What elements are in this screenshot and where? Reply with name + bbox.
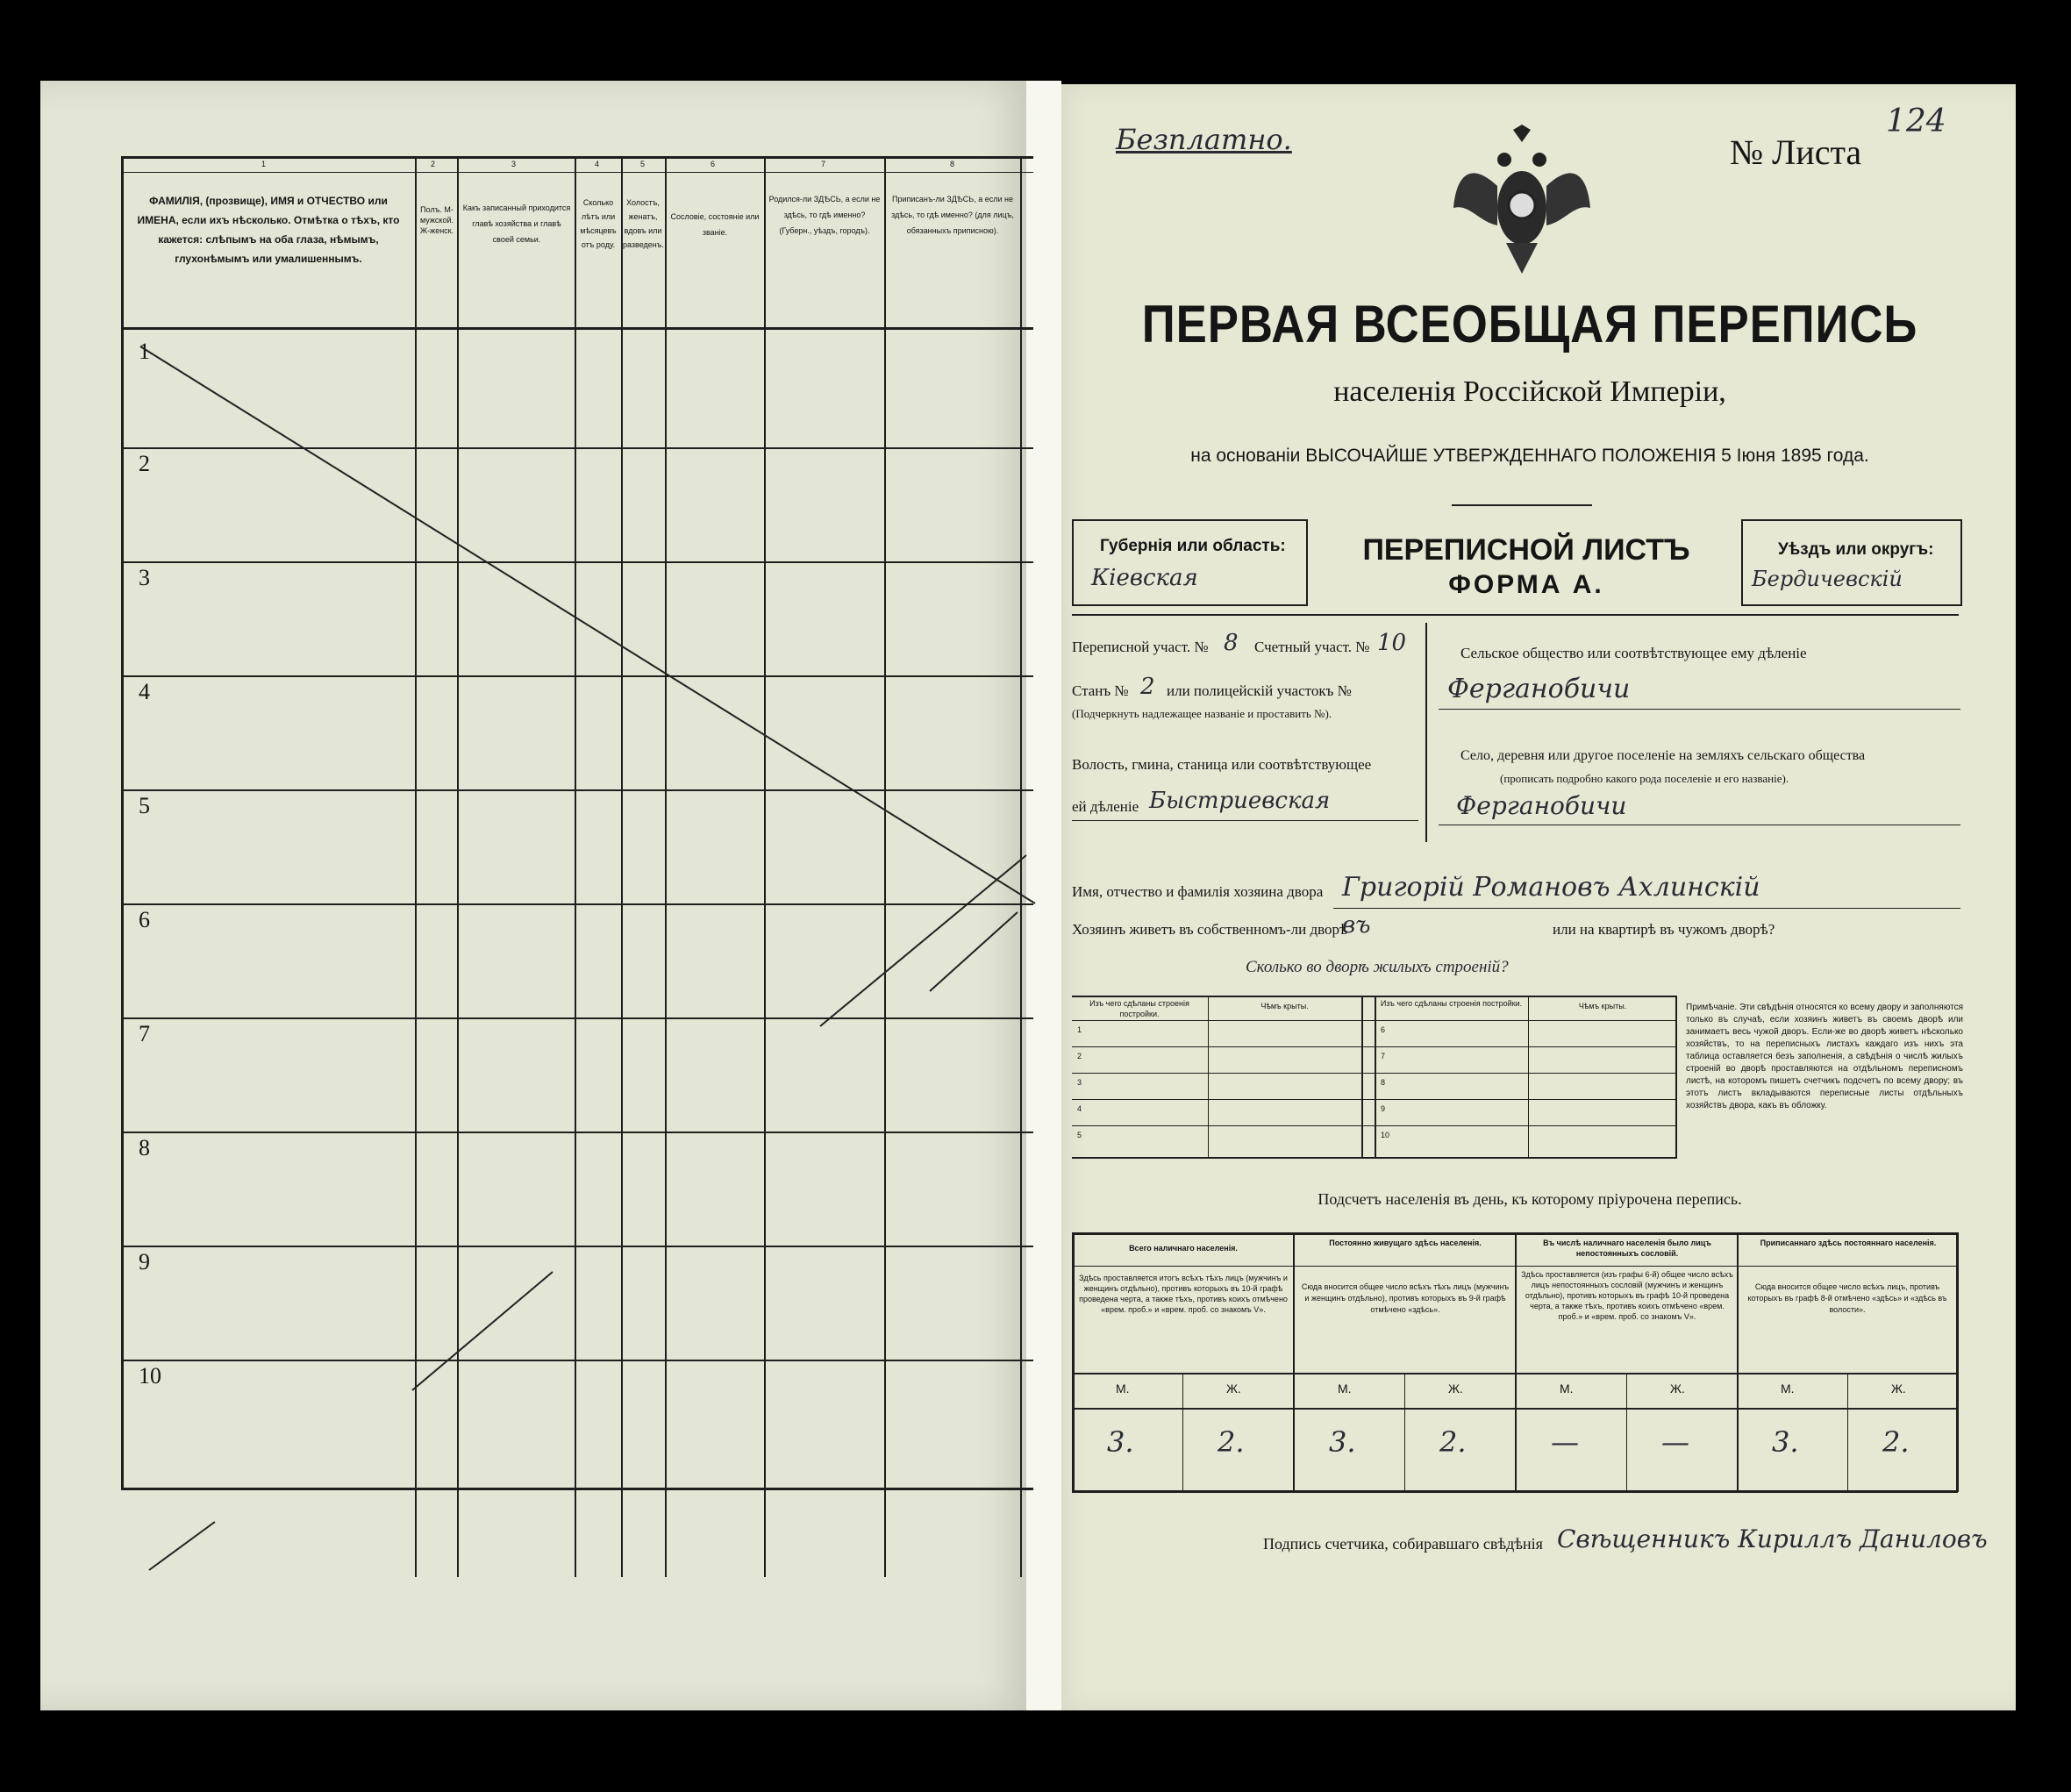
tally-value: — bbox=[1661, 1425, 1689, 1459]
sex-male: М. bbox=[1116, 1381, 1130, 1396]
tally-desc: Здѣсь проставляется итогъ всѣхъ тѣхъ лицъ (мужчинъ и женщинъ отдѣльно), противъ которыхъ въ 10-й графѣ проведена черта, а также тѣхъ, противъ коихъ отмѣчено «врем. проб.» и «врем. проб. со знакомъ V». bbox=[1079, 1274, 1288, 1314]
buildings-col-roof: Чѣмъ крыты. bbox=[1578, 1002, 1627, 1010]
tally-head: Всего наличнаго населенія. bbox=[1129, 1244, 1238, 1253]
sex-female: Ж. bbox=[1670, 1381, 1685, 1396]
census-subtitle: населенія Россійской Имперіи, bbox=[1333, 375, 1726, 408]
ornament-divider bbox=[1452, 504, 1592, 506]
building-row: 6 bbox=[1381, 1025, 1386, 1034]
sex-male: М. bbox=[1560, 1381, 1574, 1396]
buildings-table bbox=[1072, 996, 1677, 1158]
lives-own-label: Хозяинъ живетъ въ собственномъ-ли дворѣ bbox=[1072, 921, 1348, 938]
lives-own-value: въ bbox=[1342, 912, 1371, 939]
stan-value: 2 bbox=[1140, 674, 1155, 700]
row-number: 9 bbox=[139, 1249, 150, 1274]
sex-female: Ж. bbox=[1448, 1381, 1463, 1396]
census-district-value: 8 bbox=[1224, 630, 1239, 656]
lives-rent-label: или на квартирѣ въ чужомъ дворѣ? bbox=[1553, 921, 1775, 938]
sex-female: Ж. bbox=[1891, 1381, 1906, 1396]
volost-label-2: ей дѣленіе bbox=[1072, 798, 1139, 815]
tally-desc: Сюда вносится общее число всѣхъ лицъ, противъ которыхъ въ графѣ 8-й отмѣчено «здѣсь» и «здѣсь въ волости». bbox=[1747, 1282, 1947, 1314]
tally-value: 2. bbox=[1882, 1425, 1910, 1459]
census-basis: на основаніи ВЫСОЧАЙШЕ УТВЕРЖДЕННАГО ПОЛОЖЕНІЯ 5 Іюня 1895 года. bbox=[1190, 446, 1869, 466]
count-district-label: Счетный участ. № bbox=[1254, 639, 1370, 655]
imperial-eagle-emblem bbox=[1452, 125, 1592, 278]
building-row: 5 bbox=[1077, 1131, 1082, 1139]
owner-label: Имя, отчество и фамилія хозяина двора bbox=[1072, 883, 1324, 900]
uezd-label: Уѣздъ или округъ: bbox=[1778, 540, 1934, 559]
rural-society-label: Сельское общество или соотвѣтствующее ему дѣленіе bbox=[1460, 645, 1807, 661]
row-number: 2 bbox=[139, 451, 150, 476]
header-marital: Холостъ, женатъ, вдовъ или разведенъ. bbox=[623, 198, 664, 249]
header-registered: Приписанъ-ли ЗДѢСЬ, а если не здѣсь, то гдѣ именно? (для лицъ, обязанныхъ приписною). bbox=[891, 195, 1014, 235]
tally-value: 2. bbox=[1218, 1425, 1245, 1459]
header-estate: Сословіе, состояніе или званіе. bbox=[670, 212, 760, 237]
row-number: 4 bbox=[139, 679, 150, 704]
tally-desc: Сюда вносится общее число всѣхъ тѣхъ лицъ (мужчинъ и женщинъ отдѣльно), противъ которыхъ въ 9-й графѣ отмѣчено «здѣсь». bbox=[1301, 1282, 1510, 1314]
row-number: 8 bbox=[139, 1135, 150, 1160]
header-relation: Какъ записанный приходится главѣ хозяйства и главѣ своей семьи. bbox=[462, 203, 571, 244]
uezd-value: Бердичевскій bbox=[1752, 567, 1903, 591]
tally-value: — bbox=[1551, 1425, 1579, 1459]
tally-title: Подсчетъ населенія въ день, къ которому пріурочена перепись. bbox=[1318, 1190, 1742, 1208]
col-number: 8 bbox=[950, 160, 955, 168]
header-age: Сколько лѣтъ или мѣсяцевъ отъ роду. bbox=[580, 198, 617, 249]
gubernia-label: Губернія или область: bbox=[1100, 537, 1286, 555]
col-number: 5 bbox=[640, 160, 646, 168]
village-value: Ферганобичи bbox=[1456, 791, 1627, 820]
building-row: 4 bbox=[1077, 1104, 1082, 1113]
buildings-col-material: Изъ чего сдѣланы строенія постройки. bbox=[1380, 999, 1523, 1008]
header-sex: Полъ. М-мужской. Ж-женск. bbox=[419, 205, 454, 235]
sex-male: М. bbox=[1338, 1381, 1352, 1396]
building-row: 3 bbox=[1077, 1078, 1082, 1087]
header-born: Родился-ли ЗДѢСЬ, а если не здѣсь, то гдѣ именно? (Губерн., уѣздъ, городъ). bbox=[768, 195, 881, 235]
building-row: 1 bbox=[1077, 1025, 1082, 1034]
census-district-label: Переписной участ. № bbox=[1072, 639, 1209, 655]
tally-value: 2. bbox=[1439, 1425, 1467, 1459]
building-row: 8 bbox=[1381, 1078, 1386, 1087]
buildings-col-material: Изъ чего сдѣланы строенія постройки. bbox=[1089, 999, 1189, 1018]
col-number: 6 bbox=[711, 160, 716, 168]
gubernia-box bbox=[1072, 519, 1308, 606]
building-row: 7 bbox=[1381, 1052, 1386, 1060]
building-row: 9 bbox=[1381, 1104, 1386, 1113]
row-number: 5 bbox=[139, 793, 150, 818]
tally-head: Постоянно живущаго здѣсь населенія. bbox=[1329, 1239, 1482, 1247]
village-label: Село, деревня или другое поселеніе на земляхъ сельскаго общества bbox=[1460, 748, 1866, 763]
form-title: ПЕРЕПИСНОЙ ЛИСТЪ bbox=[1362, 533, 1690, 567]
building-row: 2 bbox=[1077, 1052, 1082, 1060]
row-number: 6 bbox=[139, 907, 150, 932]
owner-value: Григорій Романовъ Ахлинскій bbox=[1342, 872, 1760, 903]
census-title: ПЕРВАЯ ВСЕОБЩАЯ ПЕРЕПИСЬ bbox=[1141, 295, 1918, 353]
uezd-box bbox=[1741, 519, 1962, 606]
sex-female: Ж. bbox=[1226, 1381, 1241, 1396]
rural-society-value: Ферганобичи bbox=[1447, 674, 1631, 704]
village-note: (прописать подробно какого рода поселеніе и его названіе). bbox=[1500, 772, 1789, 785]
tally-head: Приписаннаго здѣсь постояннаго населенія. bbox=[1760, 1239, 1937, 1247]
building-row: 10 bbox=[1381, 1131, 1390, 1139]
free-label: Безплатно. bbox=[1116, 123, 1292, 156]
row-number: 1 bbox=[139, 339, 150, 364]
count-district-value: 10 bbox=[1377, 630, 1407, 656]
sheet-number-label: № Листа bbox=[1730, 132, 1862, 172]
sex-male: М. bbox=[1781, 1381, 1795, 1396]
police-label: или полицейскій участокъ № bbox=[1167, 682, 1352, 699]
volost-label: Волость, гмина, станица или соотвѣтствующее bbox=[1072, 756, 1372, 773]
row-number: 7 bbox=[139, 1021, 150, 1046]
col-number: 4 bbox=[595, 160, 600, 168]
tally-head: Въ числѣ наличнаго населенія было лицъ непостоянныхъ сословій. bbox=[1543, 1239, 1711, 1258]
underline-note: (Подчеркнуть надлежащее названіе и проставить №). bbox=[1072, 707, 1332, 720]
tally-value: 3. bbox=[1772, 1425, 1799, 1459]
col-number: 2 bbox=[431, 160, 436, 168]
gubernia-value: Кіевская bbox=[1091, 565, 1198, 591]
form-letter: ФОРМА А. bbox=[1448, 570, 1604, 599]
tally-value: 3. bbox=[1329, 1425, 1356, 1459]
stan-label: Станъ № bbox=[1072, 682, 1129, 699]
buildings-question: Сколько во дворѣ жилыхъ строеній? bbox=[1246, 958, 1509, 976]
col-number: 3 bbox=[511, 160, 517, 168]
sheet-number-value: 124 bbox=[1886, 104, 1946, 139]
col-number: 1 bbox=[261, 160, 267, 168]
signature-label: Подпись счетчика, собиравшаго свѣдѣнія bbox=[1263, 1535, 1543, 1553]
header-name: ФАМИЛІЯ, (прозвище), ИМЯ и ОТЧЕСТВО или ИМЕНА, если ихъ нѣсколько. Отмѣтка о тѣхъ, кто кажется: слѣпымъ на оба глаза, нѣмымъ, глухонѣмымъ или умалишеннымъ. bbox=[137, 195, 400, 265]
population-tally-table bbox=[1072, 1232, 1958, 1492]
row-number: 10 bbox=[139, 1363, 161, 1389]
buildings-col-roof: Чѣмъ крыты. bbox=[1260, 1002, 1309, 1010]
col-number: 7 bbox=[821, 160, 826, 168]
volost-value: Быстриевская bbox=[1149, 788, 1331, 814]
row-number: 3 bbox=[139, 565, 150, 590]
enumerator-signature: Свѣщенникъ Кириллъ Даниловъ bbox=[1557, 1524, 1988, 1553]
buildings-note: Примѣчаніе. Эти свѣдѣнія относятся ко всему двору и заполняются только въ случаѣ, если хозяинъ живетъ въ своемъ дворѣ или занимаетъ весь чужой дворъ. Если-же во дворѣ живетъ нѣсколько хозяйствъ, то на переписныхъ листахъ каждаго изъ нихъ эта таблица оставляется безъ заполненія, а свѣдѣнія о числѣ жилыхъ строеній во дворѣ проставляются на отдѣльномъ переписномъ листѣ, на которомъ пишетъ счетчикъ подсчетъ по всему двору; въ этотъ листъ вкладываются переписные листы отдѣльныхъ хозяйствъ двора, какъ въ обложку. bbox=[1686, 1003, 1963, 1110]
tally-desc: Здѣсь проставляется (изъ графы 6-й) общее число всѣхъ лицъ непостоянныхъ сословій (мужчинъ и женщинъ отдѣльно), противъ которыхъ въ графѣ 10-й проведена черта, а также тѣхъ, противъ коихъ отмѣчено «врем. проб.» и «врем. проб. со знакомъ V». bbox=[1521, 1270, 1733, 1321]
tally-value: 3. bbox=[1107, 1425, 1134, 1459]
